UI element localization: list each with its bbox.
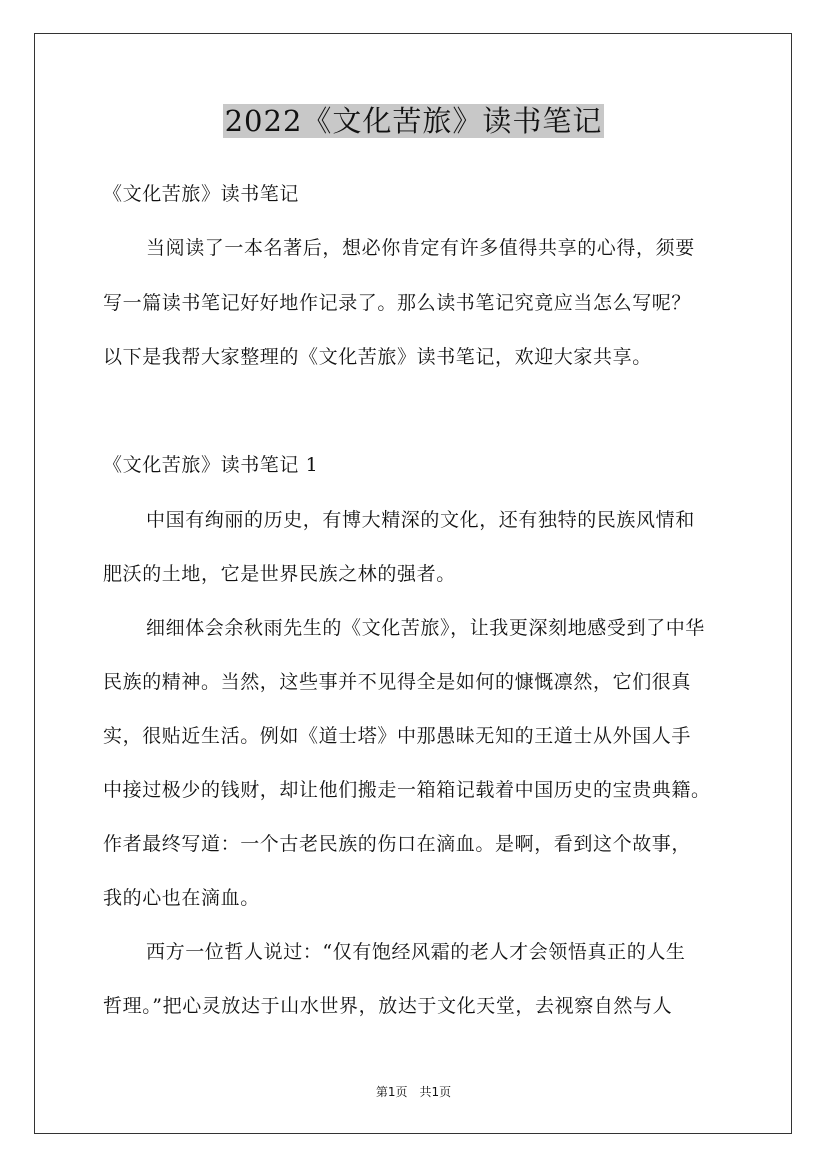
section-heading: 《文化苦旅》读书笔记 1 — [103, 454, 319, 476]
paragraph-line: 实，很贴近生活。例如《道士塔》中那愚昧无知的王道士从外国人手 — [103, 725, 692, 747]
paragraph-line: 西方一位哲人说过：“仅有饱经风霜的老人才会领悟真正的人生 — [146, 941, 686, 963]
paragraph-line: 当阅读了一本名著后，想必你肯定有许多值得共享的心得，须要 — [146, 237, 695, 259]
section-heading: 《文化苦旅》读书笔记 — [103, 183, 300, 205]
paragraph-line: 肥沃的土地，它是世界民族之林的强者。 — [103, 563, 456, 585]
paragraph-line: 细细体会余秋雨先生的《文化苦旅》，让我更深刻地感受到了中华 — [146, 617, 705, 639]
paragraph-line: 哲理。”把心灵放达于山水世界，放达于文化天堂，去视察自然与人 — [103, 995, 673, 1017]
paragraph-line: 民族的精神。当然，这些事并不见得全是如何的慷慨凛然，它们很真 — [103, 671, 692, 693]
paragraph-line: 中接过极少的钱财，却让他们搬走一箱箱记载着中国历史的宝贵典籍。 — [103, 779, 711, 801]
paragraph-line: 中国有绚丽的历史，有博大精深的文化，还有独特的民族风情和 — [146, 509, 695, 531]
paragraph-line: 作者最终写道：一个古老民族的伤口在滴血。是啊，看到这个故事， — [103, 833, 692, 855]
document-title: 2022《文化苦旅》读书笔记 — [224, 104, 603, 138]
page-number-footer: 第1页 共1页 — [375, 1085, 452, 1099]
paragraph-line: 写一篇读书笔记好好地作记录了。那么读书笔记究竟应当怎么写呢？ — [103, 292, 692, 314]
paragraph-line: 以下是我帮大家整理的《文化苦旅》读书笔记，欢迎大家共享。 — [103, 346, 652, 368]
paragraph-line: 我的心也在滴血。 — [103, 887, 260, 909]
